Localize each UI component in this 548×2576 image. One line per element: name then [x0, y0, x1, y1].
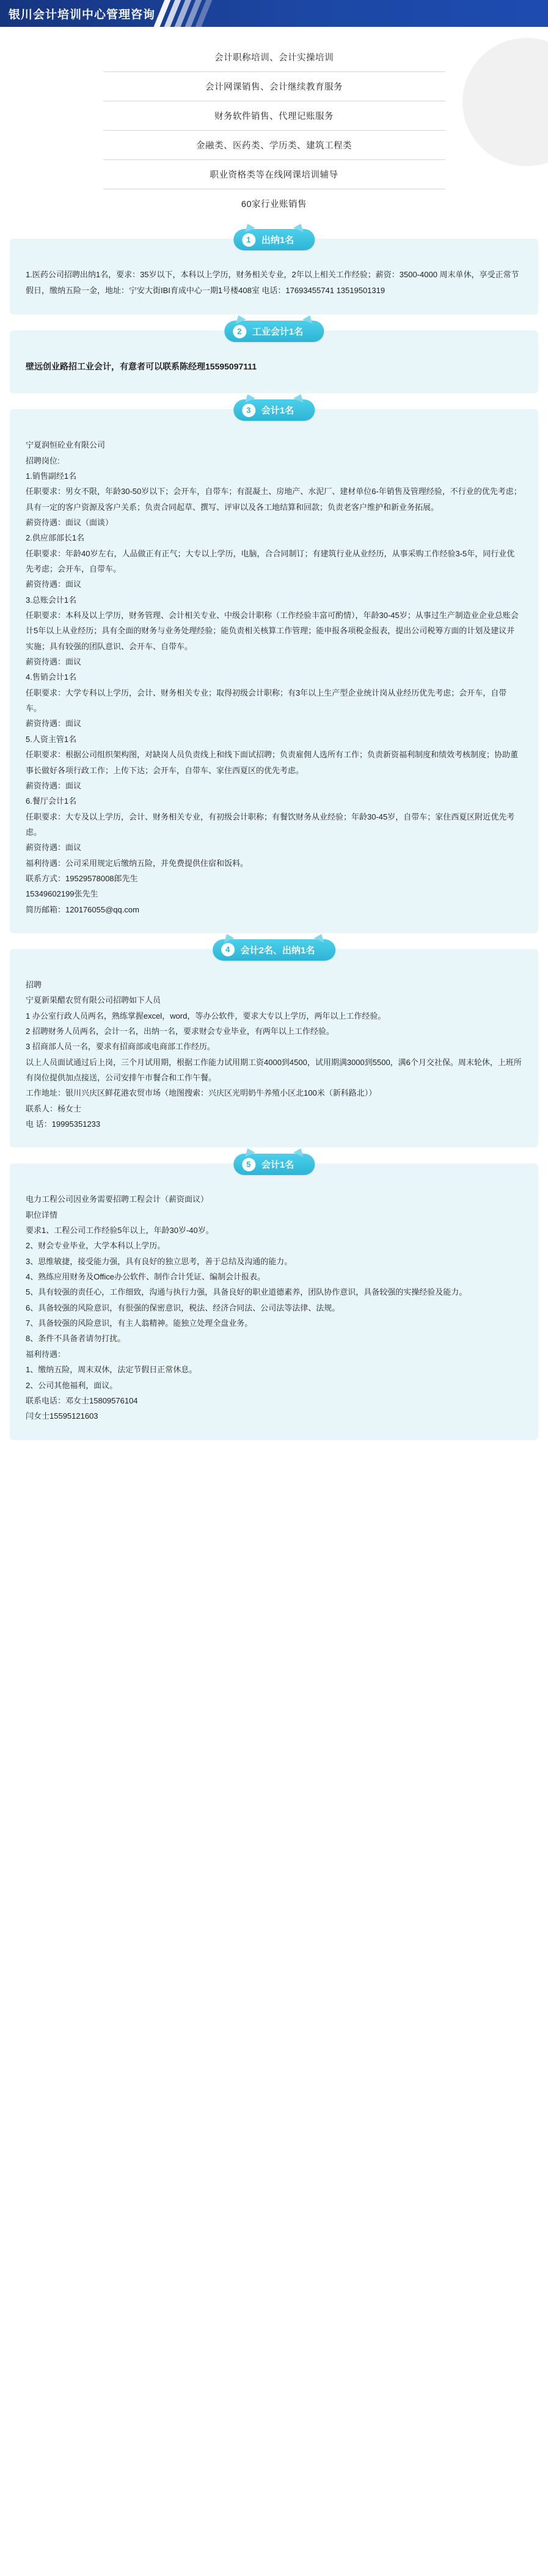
- page-title: 银川会计培训中心管理咨询: [9, 8, 156, 21]
- job-line: 招聘: [26, 980, 42, 989]
- job-line: 联系人：杨女士: [26, 1104, 82, 1113]
- job-card-badge: 1: [242, 233, 255, 247]
- gray-circle-decoration: [462, 38, 548, 166]
- job-line: 闫女士15595121603: [26, 1411, 98, 1421]
- job-line: 宁夏润恒砼业有限公司: [26, 440, 106, 450]
- ribbon-ear-icon: [221, 932, 234, 942]
- job-line: 4、熟练应用财务及Office办公软件、制作合计凭证、编制会计报表。: [26, 1272, 265, 1282]
- ribbon-ear-icon: [233, 313, 246, 324]
- job-line: 薪资待遇：面议: [26, 657, 82, 667]
- job-line: 2 招聘财务人员两名，会计一名，出纳一名，要求财会专业毕业，有两年以上工作经验。: [26, 1026, 334, 1036]
- job-card-ribbon: [233, 1154, 315, 1175]
- job-line: 宁夏新果醋农贸有限公司招聘如下人员: [26, 995, 161, 1005]
- job-line: 3.总账会计1名: [26, 595, 77, 605]
- job-line: 2.供应部部长1名: [26, 533, 85, 543]
- job-line: 简历邮箱：120176055@qq.com: [26, 904, 139, 914]
- job-card: [10, 405, 538, 933]
- job-line: 任职要求：大学专科以上学历，会计、财务相关专业；取得初级会计职称；有3年以上生产型企业统计岗从业经历优先考虑；会开车，自带车。: [26, 688, 507, 713]
- ribbon-ear-icon: [293, 392, 306, 402]
- job-line: 1.销售副经1名: [26, 471, 77, 481]
- job-card-badge: 3: [242, 404, 255, 417]
- job-line: 5.人资主管1名: [26, 734, 77, 744]
- job-line: 任职要求：根据公司组织架构图，对缺岗人员负责线上和线下面试招聘；负责雇佣人选所有工作；负责新资福利制度和绩效考核制度；协助董事长做好各项行政工作；上传下达；会开车，自带车、家住西夏区的优先考虑。: [26, 750, 519, 775]
- job-line: 福利待遇：公司采用规定后缴纳五险，并免费提供住宿和饭料。: [26, 858, 249, 868]
- ribbon-ear-icon: [314, 932, 327, 942]
- service-item: 60家行业账销售: [241, 200, 307, 209]
- ribbon-ear-icon: [242, 392, 255, 402]
- job-line: 3、思维敏捷，接受能力强，具有良好的独立思考，善于总结及沟通的能力。: [26, 1256, 293, 1266]
- services-section: [0, 27, 548, 239]
- job-line: 1.医药公司招聘出纳1名，要求：35岁以下，本科以上学历，财务相关专业，2年以上相关工作经验；薪资：3500-4000 周末单休，享受正常节假日，缴纳五险一金，地址：宁安大街IBI育成中心一期1号楼408室 电话：17693455741 13519501319: [26, 270, 519, 295]
- job-card-ribbon: [224, 321, 324, 342]
- job-line: 7、具备较强的风险意识，有主人翁精神。能独立处理全盘业务。: [26, 1319, 253, 1328]
- job-line: 1 办公室行政人员两名，熟练掌握excel，word，等办公软件，要求大专以上学历，两年以上工作经验。: [26, 1011, 386, 1021]
- job-line: 5、具有较强的责任心，工作细致，沟通与执行力强，具备良好的职业道德素养，团队协作意识，具备较强的实操经验及能力。: [26, 1287, 467, 1297]
- job-line: 薪资待遇：面议（面谈）: [26, 518, 114, 528]
- job-line: 壁远创业路招工业会计，有意者可以联系陈经理15595097111: [26, 362, 257, 371]
- job-card-ribbon: [233, 229, 315, 250]
- job-line: 电 话：19995351233: [26, 1119, 101, 1129]
- job-line: 薪资待遇：面议: [26, 580, 82, 589]
- job-line: 要求1、工程公司工作经验5年以上，年龄30岁-40岁。: [26, 1226, 214, 1235]
- job-line: 任职要求：本科及以上学历，财务管理、会计相关专业、中级会计职称（工作经验丰富可酌情），年龄30-45岁；从事过生产制造业企业总账会计5年以上从业经历；具有全面的财务与业务处理经验；能负责相关核算工作管理；能申报各项税金报表，提出公司税筹方面的计划及建议并实施；具有较强的团队意识、会开车、自带车。: [26, 611, 519, 651]
- job-line: 联系电话：邓女士15809576104: [26, 1395, 138, 1405]
- job-line: 任职要求：大专及以上学历，会计、财务相关专业，有初级会计职称；有餐饮财务从业经验；年龄30-45岁，自带车；家住西夏区附近优先考虑。: [26, 812, 515, 837]
- job-card: [10, 945, 538, 1148]
- job-card-title: 会计2名、出纳1名: [240, 945, 315, 956]
- job-card: [10, 235, 538, 315]
- job-line: 6.餐厅会计1名: [26, 796, 77, 806]
- services-list: [103, 43, 445, 218]
- app-header: [0, 0, 548, 27]
- job-card-body: [26, 358, 522, 375]
- ribbon-ear-icon: [302, 313, 315, 324]
- job-line: 薪资待遇：面议: [26, 780, 82, 790]
- job-line: 2、财会专业毕业，大学本科以上学历。: [26, 1241, 166, 1251]
- job-card-body: [26, 1192, 522, 1424]
- job-card-title: 出纳1名: [261, 235, 294, 246]
- job-card: [10, 326, 538, 393]
- job-card-badge: 5: [242, 1158, 255, 1171]
- job-line: 6、具备较强的风险意识，有很强的保密意识，税法、经济合同法、公司法等法律、法规。: [26, 1303, 340, 1312]
- service-item: 会计职称培训、会计实操培训: [103, 43, 445, 72]
- job-line: 电力工程公司因业务需要招聘工程会计（薪资面议）: [26, 1195, 209, 1204]
- service-item: 金融类、医药类、学历类、建筑工程类: [103, 131, 445, 160]
- job-card-ribbon: [213, 939, 336, 961]
- service-item: 职业资格类等在线网课培训辅导: [103, 160, 445, 189]
- job-line: 2、公司其他福利，面议。: [26, 1380, 118, 1390]
- job-card-badge: 4: [221, 943, 235, 956]
- job-line: 工作地址：银川兴庆区鲜花港农贸市场（地图搜索：兴庆区光明奶牛养殖小区北100米（新科路北））: [26, 1088, 377, 1098]
- job-card-body: [26, 267, 522, 299]
- job-card-ribbon: [233, 399, 315, 421]
- job-line: 3 招商部人员一名，要求有招商部或电商部工作经历。: [26, 1042, 215, 1052]
- job-card-badge: 2: [233, 325, 246, 338]
- job-line: 以上人员面试通过后上岗，三个月试用期，根据工作能力试用期工资4000到4500，试用期满3000到5500，满6个月交社保。周末轮休，上班所有岗位提供加点接送，公司安排午市餐合和工作午餐。: [26, 1057, 522, 1083]
- job-card-title: 工业会计1名: [252, 327, 304, 337]
- job-card-title: 会计1名: [261, 1160, 294, 1171]
- job-line: 联系方式：19529578008郎先生: [26, 873, 138, 883]
- job-line: 8、条件不具备者请勿打扰。: [26, 1334, 126, 1344]
- job-card-title: 会计1名: [261, 406, 294, 417]
- job-line: 薪资待遇：面议: [26, 719, 82, 729]
- job-card-body: [26, 977, 522, 1132]
- ribbon-ear-icon: [293, 1146, 306, 1157]
- job-card-body: [26, 437, 522, 917]
- service-item: 财务软件销售、代理记账服务: [103, 101, 445, 131]
- job-card: [10, 1159, 538, 1439]
- service-item: 会计网课销售、会计继续教育服务: [103, 72, 445, 101]
- ribbon-ear-icon: [242, 1146, 255, 1157]
- job-line: 4.售销会计1名: [26, 672, 77, 682]
- diagonal-stripes-decoration: [159, 0, 318, 27]
- job-line: 任职要求：男女不限，年龄30-50岁以下；会开车，自带车；有混凝土、房地产、水泥厂、建材单位6-年销售及管理经验，不行业的优先考虑；具有一定的客户资源及客户关系；负责合同起草、撰写、评审以及各工地结算和回款；负责老客户维护和新业务拓展。: [26, 487, 522, 512]
- job-line: 职位详情: [26, 1210, 58, 1220]
- job-line: 薪资待遇：面议: [26, 843, 82, 853]
- job-line: 任职要求：年龄40岁左右，人品做正有正气；大专以上学历，电脑，合合同制订；有建筑行业从业经历，从事采购工作经验3-5年，同行业优先考虑；会开车，自带车。: [26, 548, 515, 574]
- job-line: 招聘岗位:: [26, 456, 60, 465]
- job-line: 15349602199张先生: [26, 889, 98, 899]
- job-line: 福利待遇：: [26, 1349, 66, 1359]
- job-line: 1、缴纳五险，周末双休，法定节假日正常休息。: [26, 1365, 197, 1375]
